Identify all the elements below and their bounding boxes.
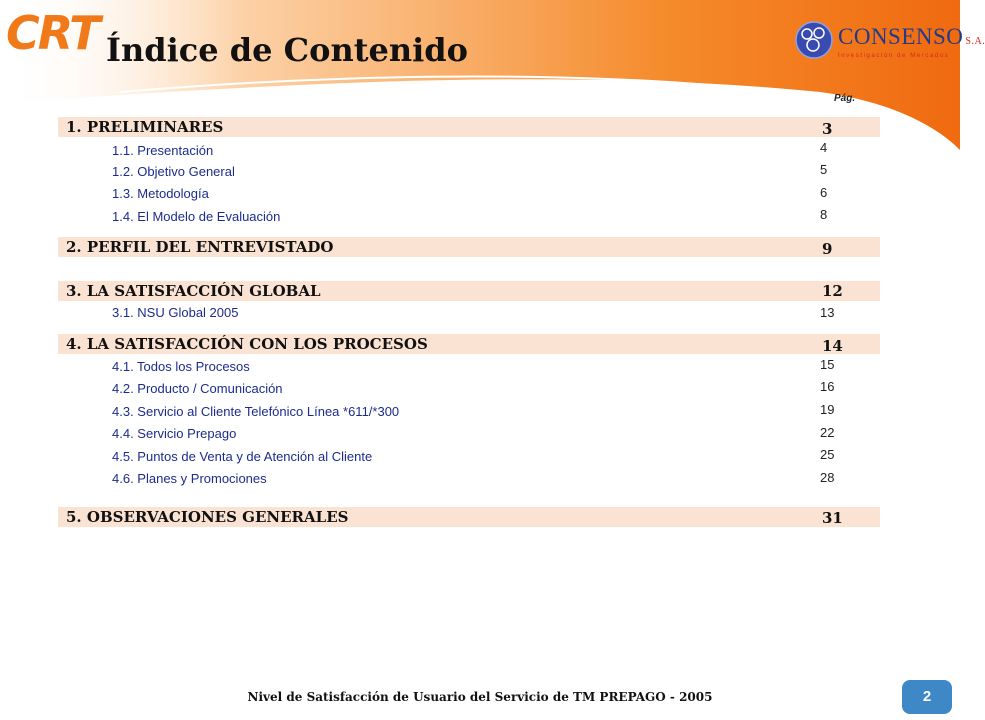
toc-item[interactable]: 4.1. Todos los Procesos bbox=[112, 359, 250, 374]
page-number-badge: 2 bbox=[902, 680, 952, 714]
section-page: 3 bbox=[822, 120, 833, 138]
section-title[interactable]: 2. PERFIL DEL ENTREVISTADO bbox=[66, 238, 334, 256]
toc-item[interactable]: 4.3. Servicio al Cliente Telefónico Línea *611/*300 bbox=[112, 404, 400, 419]
toc-item-page: 4 bbox=[820, 140, 828, 155]
toc-item[interactable]: 1.1. Presentación bbox=[112, 143, 214, 158]
footer-text: Nivel de Satisfacción de Usuario del Servicio de TM PREPAGO - 2005 bbox=[247, 690, 713, 704]
section-title[interactable]: 1. PRELIMINARES bbox=[66, 118, 224, 136]
toc-item-page: 19 bbox=[820, 402, 835, 417]
section-page: 14 bbox=[822, 337, 843, 355]
toc-item-page: 15 bbox=[820, 357, 835, 372]
toc-item[interactable]: 4.4. Servicio Prepago bbox=[112, 426, 237, 441]
toc-item[interactable]: 4.5. Puntos de Venta y de Atención al Cliente bbox=[112, 449, 373, 464]
consenso-logo bbox=[794, 18, 985, 64]
toc-item-page: 8 bbox=[820, 207, 828, 222]
toc-item[interactable]: 1.4. El Modelo de Evaluación bbox=[112, 209, 281, 224]
toc-item-page: 13 bbox=[820, 305, 835, 320]
toc-item-page: 6 bbox=[820, 185, 828, 200]
section-title[interactable]: 4. LA SATISFACCIÓN CON LOS PROCESOS bbox=[66, 335, 428, 353]
section-page: 12 bbox=[822, 282, 843, 300]
toc-item-page: 5 bbox=[820, 162, 828, 177]
brand-tagline: Investigación de Mercados bbox=[838, 53, 950, 59]
toc-item[interactable]: 4.2. Producto / Comunicación bbox=[112, 381, 283, 396]
toc-item-page: 22 bbox=[820, 425, 835, 440]
consenso-globe-icon bbox=[794, 20, 834, 60]
section-title[interactable]: 5. OBSERVACIONES GENERALES bbox=[66, 508, 349, 526]
brand-suffix: S.A. bbox=[965, 36, 985, 47]
section-title[interactable]: 3. LA SATISFACCIÓN GLOBAL bbox=[66, 282, 321, 300]
page-title: Índice de Contenido bbox=[106, 31, 468, 69]
section-page: 31 bbox=[822, 509, 843, 527]
toc-item[interactable]: 1.3. Metodología bbox=[112, 186, 209, 201]
toc-item-page: 16 bbox=[820, 379, 835, 394]
page-column-label: Pág. bbox=[834, 93, 856, 104]
toc-item[interactable]: 4.6. Planes y Promociones bbox=[112, 471, 267, 486]
brand-name: CONSENSO bbox=[838, 24, 964, 49]
crt-logo: CRT bbox=[6, 6, 99, 60]
section-page: 9 bbox=[822, 240, 833, 258]
toc-item[interactable]: 3.1. NSU Global 2005 bbox=[112, 305, 239, 320]
toc-item-page: 28 bbox=[820, 470, 835, 485]
toc-item-page: 25 bbox=[820, 447, 835, 462]
toc-item[interactable]: 1.2. Objetivo General bbox=[112, 164, 235, 179]
